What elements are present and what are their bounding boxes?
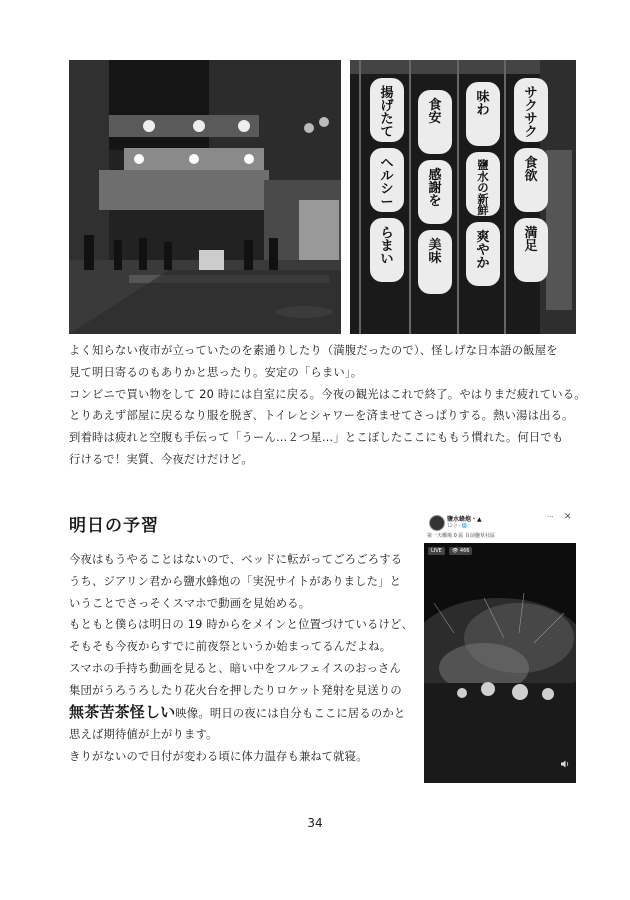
lantern-label: 美味 — [428, 238, 442, 266]
text-line: とりあえず部屋に戻るなり服を脱ぎ、トイレとシャワーを済ませてさっぱりする。熱い湯は出る。 — [69, 409, 574, 423]
location-text: 第一天橋場 0 區 目前鹽草社區 — [427, 533, 495, 539]
close-icon: ✕ — [564, 512, 572, 522]
video-frame — [424, 543, 576, 783]
lantern-wall-photo — [350, 60, 576, 334]
text-line: コンビニで買い物をして 20 時には自室に戻る。今夜の観光はこれで終了。やはりまだ疲れている。 — [69, 387, 586, 401]
text-line: うち、ジアリン君から鹽水蜂炮の「実況サイトがありました」と — [69, 574, 402, 588]
text-line: 今夜はもうやることはないので、ベッドに転がってごろごろする — [69, 553, 403, 566]
text-line-emphasis — [69, 702, 414, 725]
post-meta: 12分・🌐 — [447, 524, 468, 529]
section-heading: 明日の予習 — [69, 516, 159, 536]
text-line: 思えば期待値が上がります。 — [69, 728, 218, 742]
night-market-scene — [69, 60, 341, 334]
lantern-label: らまい — [380, 226, 394, 267]
lantern-label: サクサク — [524, 86, 538, 140]
more-menu-icon: ··· — [547, 513, 554, 521]
text-line: 見て明日寄るのもありかと思ったり。安定の「らまい」。 — [69, 365, 363, 379]
lantern-wall-scene — [350, 60, 576, 334]
night-market-photo — [69, 60, 341, 334]
fireworks-crowd-scene — [424, 543, 576, 783]
lantern-label: 揚げたて — [380, 86, 394, 140]
text-line: きりがないので日付が変わる頃に体力温存も兼ねて就寝。 — [69, 750, 368, 764]
post-header — [424, 511, 576, 541]
lantern-label: ヘルシー — [380, 156, 394, 210]
lantern-label: 鹽水の新鮮 — [477, 159, 489, 217]
section-paragraph — [69, 549, 414, 768]
text-line: もともと僕らは明日の 19 時からをメインと位置づけているけど、 — [69, 618, 414, 632]
emphasis-text: 無茶苦茶怪しい — [69, 702, 176, 721]
text-line: 行けるで！実質、今夜だけだけど。 — [69, 452, 253, 466]
intro-paragraph — [69, 340, 589, 471]
page-number: 34 — [307, 816, 323, 830]
lantern-label: 満足 — [524, 226, 538, 254]
live-badge: LIVE — [428, 547, 445, 555]
lantern-label: 味わ — [476, 90, 490, 118]
text-line: いうことでさっそくスマホで動画を見始める。 — [69, 596, 311, 610]
lantern-label: 食安 — [428, 98, 442, 126]
account-name: 鹽水蜂炮・▲ — [447, 516, 482, 523]
text-line: よく知らない夜市が立っていたのを素通りしたり（満腹だったので）、怪しげな日本語の飯屋を — [69, 344, 558, 357]
text-line: そもそも今夜からすでに前夜祭というか始まってるんだよね。 — [69, 640, 392, 654]
avatar — [429, 515, 445, 531]
emphasis-line-rest: 映像。明日の夜には自分もここに居るのかと — [175, 706, 406, 720]
viewer-count: 👁 466 — [449, 547, 472, 555]
text-line: 集団がうろうろしたり花火台を押したりロケット発射を見送りの — [69, 683, 402, 697]
speaker-icon — [560, 759, 570, 769]
lantern-label: 食欲 — [524, 156, 538, 184]
lantern-label: 感謝を — [428, 168, 442, 209]
livestream-screenshot — [424, 511, 576, 783]
text-line: 到着時は疲れと空腹も手伝って「うーん…２つ星…」とこぼしたここにももう慣れた。何日でも — [69, 431, 564, 445]
text-line: スマホの手持ち動画を見ると、暗い中をフルフェイスのおっさん — [69, 661, 402, 675]
lantern-label: 爽やか — [476, 230, 490, 271]
